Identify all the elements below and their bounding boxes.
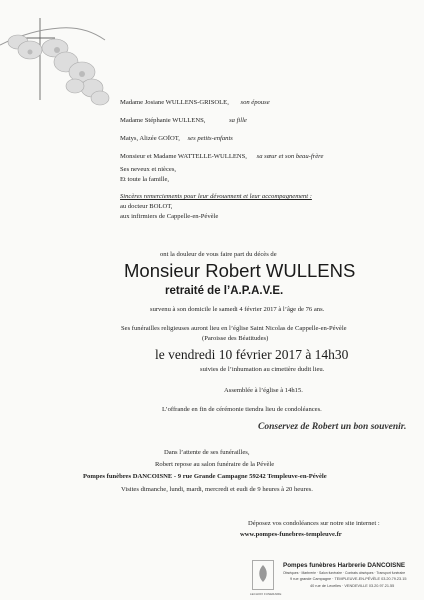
footer-address-templeuve: 9 rue grande Campagne · TEMPLEUVE-EN-PÉVÈLE 03.20.79.23.15 — [290, 577, 407, 581]
family-line: Madame Josiane WULLENS-GRISOLE, son épouse — [120, 99, 270, 106]
thanks-nurses: aux infirmiers de Cappelle-en-Pévèle — [120, 213, 219, 220]
funeral-line: Ses funérailles religieuses auront lieu en l’église Saint Nicolas de Cappelle-en-Pévèle — [121, 325, 347, 332]
lechoix-funeraire-logo — [252, 560, 274, 590]
family-line: Matys, Alizée GOÏOT, ses petits-enfants — [120, 135, 233, 142]
thanks-doctor: au docteur BOLOT, — [120, 203, 173, 210]
burial-line: suivies de l’inhumation au cimetière dudit lieu. — [200, 366, 325, 373]
nephews-line: Ses neveux et nièces, — [120, 166, 177, 173]
assembly-line: Assemblée à l’église à 14h15. — [224, 387, 303, 394]
offering-line: L’offrande en fin de cérémonie tiendra lieu de condoléances. — [162, 406, 322, 413]
funeral-home-address: Pompes funèbres DANCOISNE - 9 rue Grande Campagne 59242 Templeuve-en-Pévèle — [83, 473, 327, 480]
orchid-cross-decoration — [0, 0, 115, 110]
deceased-title: retraité de l’A.P.A.V.E. — [165, 285, 284, 297]
family-all-line: Et toute la famille, — [120, 176, 170, 183]
logo-text: LECHOIX FUNERAIRE — [250, 592, 282, 596]
funeral-date: le vendredi 10 février 2017 à 14h30 — [155, 347, 349, 362]
death-notice: survenu à son domicile le samedi 4 février 2017 à l’âge de 76 ans. — [150, 306, 325, 313]
visiting-hours: Visites dimanche, lundi, mardi, mercredi et eudi de 9 heures à 20 heures. — [121, 486, 313, 493]
souvenir-line: Conservez de Robert un bon souvenir. — [258, 422, 407, 432]
rest-line: Robert repose au salon funéraire de la Pévèle — [155, 461, 275, 468]
deceased-name: Monsieur Robert WULLENS — [124, 260, 356, 281]
family-line: Madame Stéphanie WULLENS, sa fille — [120, 117, 247, 124]
footer-services: Obsèques · Marbrerie · Salon funéraire · Contrats obsèques · Transport funéraire — [283, 571, 406, 575]
condolences-url[interactable]: www.pompes-funebres-templeuve.fr — [240, 531, 342, 538]
footer-company: Pompes funèbres Harbrerie DANCOISNE — [283, 562, 406, 569]
parish-line: (Paroisse des Béatitudes) — [202, 335, 269, 342]
thanks-heading: Sincères remerciements pour leur dévouement et leur accompagnement : — [120, 193, 312, 200]
footer-address-vendeville: 40 rue de Lecelles · VENDEVILLE 03.20.97.21.55 — [310, 584, 395, 588]
announcement-intro: ont la douleur de vous faire part du décès de — [160, 251, 277, 258]
rest-line: Dans l’attente de ses funérailles, — [164, 449, 250, 456]
condolences-line: Déposez vos condoléances sur notre site internet : — [248, 520, 380, 527]
family-line: Monsieur et Madame WATTELLE-WULLENS, sa sœur et son beau-frère — [120, 153, 324, 160]
